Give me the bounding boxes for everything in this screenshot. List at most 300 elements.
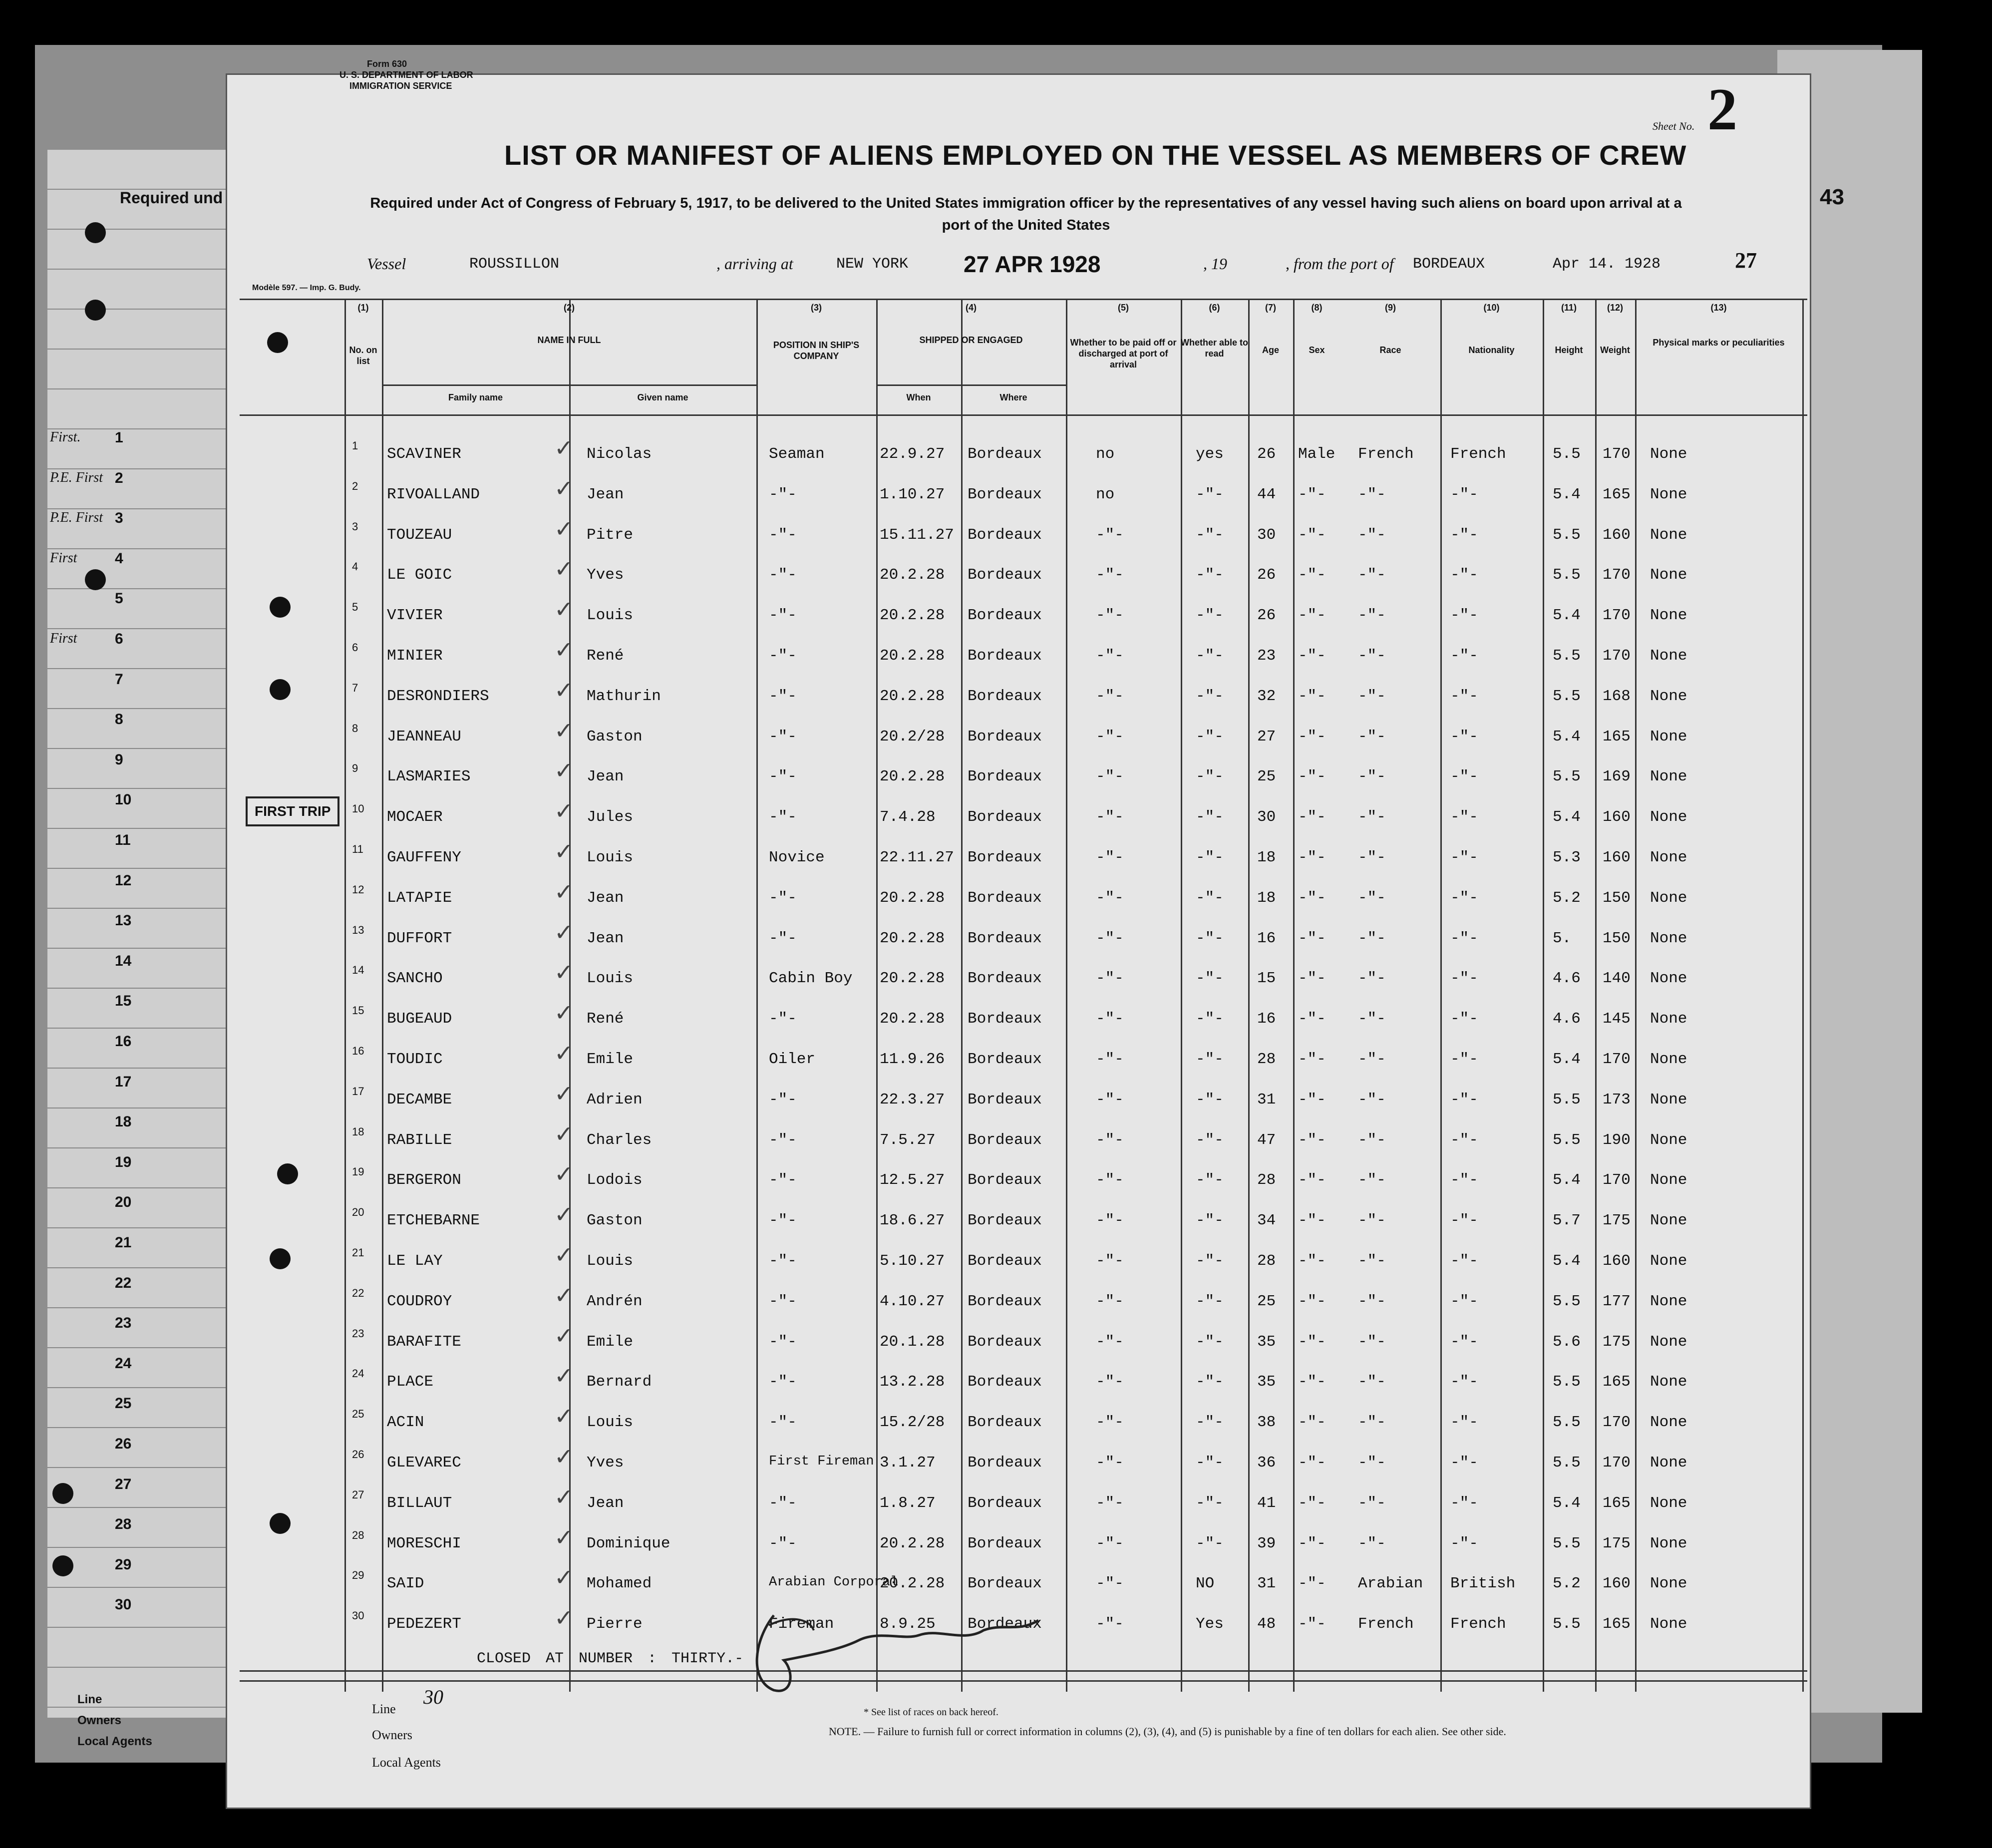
under-footer-owners: Owners bbox=[77, 1714, 122, 1727]
row-number: 9 bbox=[352, 762, 358, 775]
race: -"- bbox=[1358, 768, 1386, 786]
nationality: -"- bbox=[1450, 1091, 1478, 1109]
position: Oiler bbox=[769, 1051, 816, 1068]
nationality: -"- bbox=[1450, 728, 1478, 745]
background-form-lined bbox=[47, 150, 247, 1718]
header-name-in-full: NAME IN FULL bbox=[537, 335, 601, 345]
physical-marks: None bbox=[1650, 929, 1687, 947]
punch-hole bbox=[270, 597, 291, 618]
age: 28 bbox=[1257, 1171, 1276, 1189]
under-line-number: 26 bbox=[115, 1436, 132, 1452]
sex: -"- bbox=[1298, 687, 1326, 705]
height: 5.4 bbox=[1553, 1252, 1581, 1270]
under-line-number: 7 bbox=[115, 671, 123, 688]
race: -"- bbox=[1358, 1534, 1386, 1552]
paid-off: -"- bbox=[1096, 566, 1124, 584]
race: -"- bbox=[1358, 1292, 1386, 1310]
weight: 145 bbox=[1603, 1010, 1631, 1028]
given-name: Adrien bbox=[587, 1091, 643, 1109]
family-name: TOUZEAU bbox=[387, 526, 452, 544]
position: Cabin Boy bbox=[769, 970, 853, 988]
given-name: Dominique bbox=[587, 1534, 670, 1552]
age: 47 bbox=[1257, 1131, 1276, 1149]
row-number: 7 bbox=[352, 681, 358, 694]
header-position: POSITION IN SHIP'S COMPANY bbox=[773, 340, 860, 361]
under-line-number: 13 bbox=[115, 912, 132, 929]
height: 5. bbox=[1553, 929, 1572, 947]
weight: 160 bbox=[1603, 1252, 1631, 1270]
column-number: (4) bbox=[966, 303, 977, 313]
column-number: (12) bbox=[1607, 303, 1623, 313]
column-rule bbox=[1595, 299, 1597, 1692]
column-rule bbox=[569, 299, 571, 1692]
place-engaged: Bordeaux bbox=[968, 970, 1042, 988]
race: -"- bbox=[1358, 526, 1386, 544]
age: 36 bbox=[1257, 1454, 1276, 1472]
date-engaged: 8.9.25 bbox=[880, 1615, 936, 1633]
physical-marks: None bbox=[1650, 1131, 1687, 1149]
family-name: ETCHEBARNE bbox=[387, 1212, 480, 1230]
under-line-number: 8 bbox=[115, 711, 123, 728]
able-to-read: -"- bbox=[1196, 566, 1224, 584]
paid-off: -"- bbox=[1096, 1414, 1124, 1432]
able-to-read: -"- bbox=[1196, 768, 1224, 786]
height: 5.5 bbox=[1553, 1454, 1581, 1472]
height: 5.7 bbox=[1553, 1212, 1581, 1230]
age: 28 bbox=[1257, 1252, 1276, 1270]
check-mark-icon: ✓ bbox=[554, 1040, 574, 1067]
family-name: GLEVAREC bbox=[387, 1454, 461, 1472]
family-name: TOUDIC bbox=[387, 1051, 443, 1068]
race: French bbox=[1358, 1615, 1414, 1633]
place-engaged: Bordeaux bbox=[968, 1454, 1042, 1472]
paid-off: -"- bbox=[1096, 970, 1124, 988]
sex: -"- bbox=[1298, 889, 1326, 907]
under-footer-line: Line bbox=[77, 1693, 102, 1706]
paid-off: -"- bbox=[1096, 768, 1124, 786]
physical-marks: None bbox=[1650, 1212, 1687, 1230]
header-family-name: Family name bbox=[448, 392, 503, 402]
weight: 175 bbox=[1603, 1212, 1631, 1230]
position: -"- bbox=[769, 768, 797, 786]
family-name: BUGEAUD bbox=[387, 1010, 452, 1028]
header-sex: Sex bbox=[1309, 345, 1325, 355]
under-page-number: 43 bbox=[1820, 185, 1844, 209]
paid-off: -"- bbox=[1096, 1333, 1124, 1351]
punch-hole bbox=[85, 569, 106, 590]
family-name: LASMARIES bbox=[387, 768, 471, 786]
place-engaged: Bordeaux bbox=[968, 1414, 1042, 1432]
age: 30 bbox=[1257, 526, 1276, 544]
able-to-read: -"- bbox=[1196, 1454, 1224, 1472]
date-engaged: 22.11.27 bbox=[880, 849, 954, 866]
paid-off: -"- bbox=[1096, 849, 1124, 866]
under-line-number: 23 bbox=[115, 1315, 132, 1332]
paid-off: -"- bbox=[1096, 1494, 1124, 1512]
column-rule bbox=[1440, 299, 1442, 1692]
place-engaged: Bordeaux bbox=[968, 889, 1042, 907]
age: 15 bbox=[1257, 970, 1276, 988]
arrival-stamp: 27 APR 1928 bbox=[964, 251, 1101, 277]
under-line-number: 21 bbox=[115, 1234, 132, 1251]
able-to-read: -"- bbox=[1196, 728, 1224, 745]
header-race: Race bbox=[1379, 345, 1401, 355]
punch-hole bbox=[52, 1555, 73, 1576]
given-name: Charles bbox=[587, 1131, 652, 1149]
date-engaged: 7.5.27 bbox=[880, 1131, 936, 1149]
given-name: Jean bbox=[587, 929, 624, 947]
weight: 173 bbox=[1603, 1091, 1631, 1109]
height: 5.5 bbox=[1553, 526, 1581, 544]
able-to-read: -"- bbox=[1196, 1333, 1224, 1351]
family-name: ACIN bbox=[387, 1414, 424, 1432]
check-mark-icon: ✓ bbox=[554, 1080, 574, 1107]
paid-off: -"- bbox=[1096, 1252, 1124, 1270]
footer-handwritten-number: 30 bbox=[423, 1686, 443, 1708]
column-rule bbox=[1802, 299, 1804, 1692]
race: -"- bbox=[1358, 929, 1386, 947]
weight: 168 bbox=[1603, 687, 1631, 705]
position: -"- bbox=[769, 1131, 797, 1149]
sex: -"- bbox=[1298, 1575, 1326, 1593]
height: 5.2 bbox=[1553, 889, 1581, 907]
nationality: -"- bbox=[1450, 929, 1478, 947]
paid-off: -"- bbox=[1096, 526, 1124, 544]
weight: 160 bbox=[1603, 808, 1631, 826]
age: 35 bbox=[1257, 1333, 1276, 1351]
weight: 170 bbox=[1603, 607, 1631, 625]
given-name: Andrén bbox=[587, 1292, 643, 1310]
date-engaged: 4.10.27 bbox=[880, 1292, 945, 1310]
check-mark-icon: ✓ bbox=[554, 1281, 574, 1309]
date-engaged: 20.1.28 bbox=[880, 1333, 945, 1351]
weight: 170 bbox=[1603, 445, 1631, 463]
race: -"- bbox=[1358, 1454, 1386, 1472]
physical-marks: None bbox=[1650, 768, 1687, 786]
race: -"- bbox=[1358, 1333, 1386, 1351]
vessel-name: ROUSSILLON bbox=[469, 256, 560, 273]
header-height: Height bbox=[1555, 345, 1583, 355]
race: -"- bbox=[1358, 1212, 1386, 1230]
position: -"- bbox=[769, 1171, 797, 1189]
sex: -"- bbox=[1298, 566, 1326, 584]
place-engaged: Bordeaux bbox=[968, 1212, 1042, 1230]
sex: -"- bbox=[1298, 929, 1326, 947]
year-label: , 19 bbox=[1203, 255, 1227, 273]
date-engaged: 12.5.27 bbox=[880, 1171, 945, 1189]
age: 48 bbox=[1257, 1615, 1276, 1633]
nationality: -"- bbox=[1450, 1131, 1478, 1149]
given-name: Louis bbox=[587, 1252, 634, 1270]
physical-marks: None bbox=[1650, 485, 1687, 503]
height: 5.5 bbox=[1553, 1292, 1581, 1310]
given-name: Jean bbox=[587, 1494, 624, 1512]
date-engaged: 20.2.28 bbox=[880, 647, 945, 665]
able-to-read: -"- bbox=[1196, 1091, 1224, 1109]
position: -"- bbox=[769, 687, 797, 705]
weight: 170 bbox=[1603, 1171, 1631, 1189]
under-line-number: 19 bbox=[115, 1153, 132, 1170]
race: -"- bbox=[1358, 687, 1386, 705]
nationality: -"- bbox=[1450, 1373, 1478, 1391]
height: 5.4 bbox=[1553, 728, 1581, 745]
header-when: When bbox=[906, 392, 931, 402]
column-rule bbox=[876, 299, 878, 1692]
nationality: -"- bbox=[1450, 808, 1478, 826]
weight: 170 bbox=[1603, 647, 1631, 665]
header-able-read: Whether able to read bbox=[1181, 338, 1249, 359]
physical-marks: None bbox=[1650, 1171, 1687, 1189]
physical-marks: None bbox=[1650, 808, 1687, 826]
family-name: COUDROY bbox=[387, 1292, 452, 1310]
check-mark-icon: ✓ bbox=[554, 959, 574, 986]
family-name: RIVOALLAND bbox=[387, 485, 480, 503]
row-number: 24 bbox=[352, 1367, 364, 1380]
sex: -"- bbox=[1298, 647, 1326, 665]
given-name: René bbox=[587, 1010, 624, 1028]
physical-marks: None bbox=[1650, 1091, 1687, 1109]
under-class-mark: First. bbox=[50, 429, 81, 445]
row-number: 14 bbox=[352, 964, 364, 977]
place-engaged: Bordeaux bbox=[968, 1373, 1042, 1391]
header-rule bbox=[240, 299, 1807, 300]
able-to-read: -"- bbox=[1196, 808, 1224, 826]
sex: -"- bbox=[1298, 1615, 1326, 1633]
family-name: MORESCHI bbox=[387, 1534, 461, 1552]
family-name: SANCHO bbox=[387, 970, 443, 988]
race: -"- bbox=[1358, 849, 1386, 866]
sex: -"- bbox=[1298, 526, 1326, 544]
family-name: SAID bbox=[387, 1575, 424, 1593]
page-title: LIST OR MANIFEST OF ALIENS EMPLOYED ON THE VESSEL AS MEMBERS OF CREW bbox=[504, 139, 1687, 171]
header-nationality: Nationality bbox=[1468, 345, 1515, 355]
weight: 140 bbox=[1603, 970, 1631, 988]
able-to-read: yes bbox=[1196, 445, 1224, 463]
able-to-read: -"- bbox=[1196, 647, 1224, 665]
weight: 160 bbox=[1603, 1575, 1631, 1593]
family-name: PLACE bbox=[387, 1373, 434, 1391]
under-line-number: 14 bbox=[115, 952, 132, 969]
able-to-read: -"- bbox=[1196, 526, 1224, 544]
date-engaged: 15.2/28 bbox=[880, 1414, 945, 1432]
row-number: 8 bbox=[352, 722, 358, 735]
race: French bbox=[1358, 445, 1414, 463]
paid-off: -"- bbox=[1096, 1615, 1124, 1633]
check-mark-icon: ✓ bbox=[554, 1362, 574, 1390]
place-engaged: Bordeaux bbox=[968, 607, 1042, 625]
closing-line: CLOSED AT NUMBER : THIRTY.- bbox=[477, 1650, 744, 1667]
age: 41 bbox=[1257, 1494, 1276, 1512]
family-name: RABILLE bbox=[387, 1131, 452, 1149]
physical-marks: None bbox=[1650, 647, 1687, 665]
check-mark-icon: ✓ bbox=[554, 1443, 574, 1470]
sex: -"- bbox=[1298, 768, 1326, 786]
position: -"- bbox=[769, 1494, 797, 1512]
height: 5.6 bbox=[1553, 1333, 1581, 1351]
family-name: BARAFITE bbox=[387, 1333, 461, 1351]
column-number: (13) bbox=[1710, 303, 1727, 313]
given-name: René bbox=[587, 647, 624, 665]
sex: -"- bbox=[1298, 1212, 1326, 1230]
physical-marks: None bbox=[1650, 889, 1687, 907]
sex: -"- bbox=[1298, 970, 1326, 988]
under-line-number: 12 bbox=[115, 872, 132, 889]
under-line-number: 24 bbox=[115, 1355, 132, 1372]
paid-off: -"- bbox=[1096, 1373, 1124, 1391]
race: -"- bbox=[1358, 1010, 1386, 1028]
paid-off: no bbox=[1096, 445, 1115, 463]
physical-marks: None bbox=[1650, 566, 1687, 584]
place-engaged: Bordeaux bbox=[968, 687, 1042, 705]
footer-agents-label: Local Agents bbox=[372, 1755, 441, 1770]
family-name: GAUFFENY bbox=[387, 849, 461, 866]
date-engaged: 20.2.28 bbox=[880, 1575, 945, 1593]
place-engaged: Bordeaux bbox=[968, 445, 1042, 463]
weight: 177 bbox=[1603, 1292, 1631, 1310]
sex: -"- bbox=[1298, 1494, 1326, 1512]
under-line-number: 15 bbox=[115, 993, 132, 1010]
physical-marks: None bbox=[1650, 1010, 1687, 1028]
position: -"- bbox=[769, 728, 797, 745]
physical-marks: None bbox=[1650, 1051, 1687, 1068]
column-rule bbox=[1248, 299, 1250, 1692]
position: -"- bbox=[769, 485, 797, 503]
position: -"- bbox=[769, 929, 797, 947]
row-number: 18 bbox=[352, 1125, 364, 1138]
under-line-number: 28 bbox=[115, 1516, 132, 1533]
under-line-number: 25 bbox=[115, 1395, 132, 1412]
check-mark-icon: ✓ bbox=[554, 636, 574, 663]
physical-marks: None bbox=[1650, 687, 1687, 705]
height: 5.5 bbox=[1553, 1131, 1581, 1149]
check-mark-icon: ✓ bbox=[554, 1604, 574, 1632]
place-engaged: Bordeaux bbox=[968, 808, 1042, 826]
sex: -"- bbox=[1298, 808, 1326, 826]
able-to-read: -"- bbox=[1196, 970, 1224, 988]
under-line-number: 18 bbox=[115, 1113, 132, 1130]
physical-marks: None bbox=[1650, 1252, 1687, 1270]
column-rule bbox=[756, 299, 758, 1692]
position: -"- bbox=[769, 607, 797, 625]
family-name: MINIER bbox=[387, 647, 443, 665]
able-to-read: -"- bbox=[1196, 889, 1224, 907]
nationality: -"- bbox=[1450, 1333, 1478, 1351]
weight: 165 bbox=[1603, 1373, 1631, 1391]
row-number: 1 bbox=[352, 439, 358, 452]
date-engaged: 20.2.28 bbox=[880, 1010, 945, 1028]
row-number: 30 bbox=[352, 1609, 364, 1622]
paid-off: -"- bbox=[1096, 1010, 1124, 1028]
height: 5.5 bbox=[1553, 647, 1581, 665]
position: First Fireman bbox=[769, 1454, 874, 1469]
age: 27 bbox=[1257, 728, 1276, 745]
physical-marks: None bbox=[1650, 1292, 1687, 1310]
check-mark-icon: ✓ bbox=[554, 676, 574, 704]
physical-marks: None bbox=[1650, 970, 1687, 988]
under-footer-agents: Local Agents bbox=[77, 1735, 152, 1748]
sex: -"- bbox=[1298, 1171, 1326, 1189]
check-mark-icon: ✓ bbox=[554, 717, 574, 744]
given-name: Louis bbox=[587, 1414, 634, 1432]
date-engaged: 20.2.28 bbox=[880, 889, 945, 907]
height: 5.4 bbox=[1553, 485, 1581, 503]
nationality: French bbox=[1450, 1615, 1506, 1633]
weight: 190 bbox=[1603, 1131, 1631, 1149]
height: 5.4 bbox=[1553, 1051, 1581, 1068]
position: Arabian Corporal bbox=[769, 1575, 899, 1590]
under-line-number: 20 bbox=[115, 1194, 132, 1211]
department-name: U. S. DEPARTMENT OF LABOR bbox=[339, 70, 473, 80]
physical-marks: None bbox=[1650, 445, 1687, 463]
age: 35 bbox=[1257, 1373, 1276, 1391]
date-engaged: 22.9.27 bbox=[880, 445, 945, 463]
family-name: LATAPIE bbox=[387, 889, 452, 907]
check-mark-icon: ✓ bbox=[554, 1241, 574, 1268]
place-engaged: Bordeaux bbox=[968, 485, 1042, 503]
place-engaged: Bordeaux bbox=[968, 1091, 1042, 1109]
row-number: 4 bbox=[352, 560, 358, 573]
date-engaged: 20.2.28 bbox=[880, 566, 945, 584]
row-number: 27 bbox=[352, 1488, 364, 1501]
position: -"- bbox=[769, 526, 797, 544]
subheader-rule bbox=[876, 384, 1066, 386]
under-line-number: 22 bbox=[115, 1274, 132, 1291]
column-rule bbox=[344, 299, 346, 1692]
physical-marks: None bbox=[1650, 1414, 1687, 1432]
sex: -"- bbox=[1298, 1292, 1326, 1310]
check-mark-icon: ✓ bbox=[554, 596, 574, 623]
given-name: Emile bbox=[587, 1051, 634, 1068]
family-name: LE LAY bbox=[387, 1252, 443, 1270]
paid-off: no bbox=[1096, 485, 1115, 503]
height: 5.5 bbox=[1553, 1091, 1581, 1109]
paid-off: -"- bbox=[1096, 1051, 1124, 1068]
given-name: Lodois bbox=[587, 1171, 643, 1189]
position: -"- bbox=[769, 1414, 797, 1432]
row-number: 13 bbox=[352, 923, 364, 936]
column-number: (2) bbox=[564, 303, 575, 313]
family-name: DUFFORT bbox=[387, 929, 452, 947]
place-engaged: Bordeaux bbox=[968, 1171, 1042, 1189]
position: -"- bbox=[769, 1333, 797, 1351]
row-number: 25 bbox=[352, 1408, 364, 1421]
under-line-number: 4 bbox=[115, 550, 123, 567]
physical-marks: None bbox=[1650, 728, 1687, 745]
family-name: BILLAUT bbox=[387, 1494, 452, 1512]
given-name: Pierre bbox=[587, 1615, 643, 1633]
row-number: 11 bbox=[352, 843, 363, 855]
date-engaged: 11.9.26 bbox=[880, 1051, 945, 1068]
check-mark-icon: ✓ bbox=[554, 878, 574, 905]
height: 5.4 bbox=[1553, 1171, 1581, 1189]
physical-marks: None bbox=[1650, 607, 1687, 625]
date-engaged: 20.2.28 bbox=[880, 768, 945, 786]
check-mark-icon: ✓ bbox=[554, 1120, 574, 1147]
signature bbox=[739, 1595, 1088, 1705]
check-mark-icon: ✓ bbox=[554, 434, 574, 461]
place-engaged: Bordeaux bbox=[968, 1534, 1042, 1552]
family-name: VIVIER bbox=[387, 607, 443, 625]
given-name: Mathurin bbox=[587, 687, 661, 705]
check-mark-icon: ✓ bbox=[554, 838, 574, 865]
race: -"- bbox=[1358, 566, 1386, 584]
given-name: Gaston bbox=[587, 728, 643, 745]
nationality: -"- bbox=[1450, 687, 1478, 705]
age: 31 bbox=[1257, 1091, 1276, 1109]
race: -"- bbox=[1358, 808, 1386, 826]
check-mark-icon: ✓ bbox=[554, 1201, 574, 1228]
position: -"- bbox=[769, 889, 797, 907]
